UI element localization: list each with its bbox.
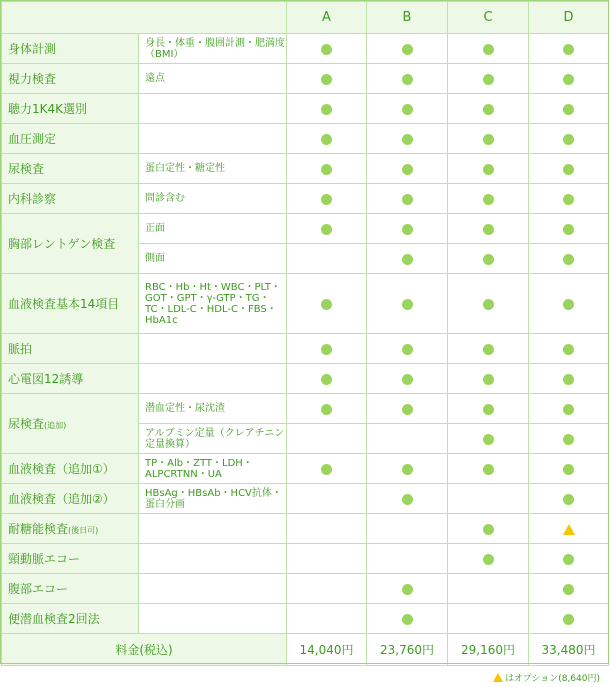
included-dot-icon bbox=[483, 224, 494, 235]
mark-cell-b bbox=[367, 334, 448, 364]
mark-cell-d bbox=[529, 394, 609, 424]
mark-cell-a bbox=[287, 454, 367, 484]
included-dot-icon bbox=[563, 224, 574, 235]
mark-cell-b bbox=[367, 94, 448, 124]
mark-cell-a bbox=[287, 244, 367, 274]
mark-cell-b bbox=[367, 394, 448, 424]
mark-cell-d bbox=[529, 514, 609, 544]
mark-cell-a bbox=[287, 514, 367, 544]
column-header-c: C bbox=[448, 2, 529, 34]
test-name bbox=[2, 394, 139, 454]
included-dot-icon bbox=[402, 344, 413, 355]
test-name-label: 血液検査（追加①） bbox=[8, 462, 115, 476]
mark-cell-d bbox=[529, 424, 609, 454]
included-dot-icon bbox=[321, 164, 332, 175]
mark-cell-b bbox=[367, 364, 448, 394]
table-row bbox=[2, 184, 609, 214]
health-checkup-table bbox=[1, 1, 609, 666]
test-detail bbox=[139, 574, 287, 604]
mark-cell-b bbox=[367, 184, 448, 214]
included-dot-icon bbox=[402, 404, 413, 415]
included-dot-icon bbox=[483, 434, 494, 445]
table-row bbox=[2, 484, 609, 514]
included-dot-icon bbox=[402, 464, 413, 475]
mark-cell-d bbox=[529, 484, 609, 514]
mark-cell-b bbox=[367, 484, 448, 514]
price-label: 料金(税込) bbox=[2, 634, 287, 666]
mark-cell-a bbox=[287, 214, 367, 244]
included-dot-icon bbox=[483, 374, 494, 385]
mark-cell-c bbox=[448, 454, 529, 484]
footnote bbox=[493, 671, 600, 684]
mark-cell-a bbox=[287, 34, 367, 64]
test-name bbox=[2, 604, 139, 634]
table-row bbox=[2, 64, 609, 94]
included-dot-icon bbox=[563, 344, 574, 355]
included-dot-icon bbox=[483, 194, 494, 205]
included-dot-icon bbox=[563, 614, 574, 625]
mark-cell-b bbox=[367, 154, 448, 184]
mark-cell-b bbox=[367, 424, 448, 454]
included-dot-icon bbox=[402, 164, 413, 175]
mark-cell-b bbox=[367, 244, 448, 274]
included-dot-icon bbox=[321, 134, 332, 145]
mark-cell-d bbox=[529, 214, 609, 244]
table-row bbox=[2, 574, 609, 604]
test-detail bbox=[139, 334, 287, 364]
mark-cell-b bbox=[367, 604, 448, 634]
included-dot-icon bbox=[483, 299, 494, 310]
test-name bbox=[2, 64, 139, 94]
included-dot-icon bbox=[321, 194, 332, 205]
table-row bbox=[2, 364, 609, 394]
test-detail: アルブミン定量（クレアチニン定量換算） bbox=[139, 424, 287, 454]
test-detail: 遠点 bbox=[139, 64, 287, 94]
column-header-a: A bbox=[287, 2, 367, 34]
test-detail: 側面 bbox=[139, 244, 287, 274]
table-row bbox=[2, 394, 609, 424]
included-dot-icon bbox=[563, 404, 574, 415]
test-name-label: 聴力1K4K選別 bbox=[8, 102, 88, 116]
mark-cell-a bbox=[287, 94, 367, 124]
mark-cell-d bbox=[529, 364, 609, 394]
included-dot-icon bbox=[402, 104, 413, 115]
included-dot-icon bbox=[563, 554, 574, 565]
included-dot-icon bbox=[402, 224, 413, 235]
price-a: 14,040円 bbox=[287, 634, 367, 666]
test-name-label: 血液検査（追加②） bbox=[8, 492, 115, 506]
test-detail: 正面 bbox=[139, 214, 287, 244]
table-row bbox=[2, 154, 609, 184]
mark-cell-b bbox=[367, 574, 448, 604]
table-row bbox=[2, 124, 609, 154]
included-dot-icon bbox=[321, 344, 332, 355]
mark-cell-a bbox=[287, 604, 367, 634]
included-dot-icon bbox=[563, 104, 574, 115]
test-name-label: 腹部エコー bbox=[8, 582, 69, 596]
table-row bbox=[2, 454, 609, 484]
test-name bbox=[2, 184, 139, 214]
test-detail bbox=[139, 124, 287, 154]
included-dot-icon bbox=[483, 164, 494, 175]
mark-cell-c bbox=[448, 64, 529, 94]
test-name-label: 身体計測 bbox=[8, 42, 57, 56]
included-dot-icon bbox=[563, 434, 574, 445]
mark-cell-a bbox=[287, 124, 367, 154]
column-header-b: B bbox=[367, 2, 448, 34]
test-name-label: 尿検査 bbox=[8, 417, 45, 431]
mark-cell-b bbox=[367, 544, 448, 574]
test-name-label: 血圧測定 bbox=[8, 132, 57, 146]
test-name-label: 尿検査 bbox=[8, 162, 45, 176]
test-name bbox=[2, 94, 139, 124]
mark-cell-d bbox=[529, 604, 609, 634]
mark-cell-d bbox=[529, 34, 609, 64]
mark-cell-d bbox=[529, 574, 609, 604]
included-dot-icon bbox=[563, 374, 574, 385]
mark-cell-c bbox=[448, 484, 529, 514]
test-name-suffix: (後日可) bbox=[68, 526, 99, 535]
included-dot-icon bbox=[563, 254, 574, 265]
mark-cell-d bbox=[529, 64, 609, 94]
included-dot-icon bbox=[402, 74, 413, 85]
mark-cell-b bbox=[367, 124, 448, 154]
mark-cell-b bbox=[367, 64, 448, 94]
column-header-d: D bbox=[529, 2, 609, 34]
mark-cell-c bbox=[448, 214, 529, 244]
test-detail: 潜血定性・尿沈渣 bbox=[139, 394, 287, 424]
included-dot-icon bbox=[321, 224, 332, 235]
mark-cell-c bbox=[448, 394, 529, 424]
header-row bbox=[2, 2, 609, 34]
test-name bbox=[2, 454, 139, 484]
included-dot-icon bbox=[483, 524, 494, 535]
included-dot-icon bbox=[483, 344, 494, 355]
mark-cell-c bbox=[448, 124, 529, 154]
test-name-label: 内科診察 bbox=[8, 192, 57, 206]
included-dot-icon bbox=[402, 44, 413, 55]
included-dot-icon bbox=[563, 299, 574, 310]
mark-cell-a bbox=[287, 154, 367, 184]
test-name bbox=[2, 514, 139, 544]
test-name-suffix: (追加) bbox=[44, 421, 67, 430]
test-detail: 蛋白定性・糖定性 bbox=[139, 154, 287, 184]
header-corner bbox=[2, 2, 287, 34]
included-dot-icon bbox=[483, 464, 494, 475]
test-detail: HBsAg・HBsAb・HCV抗体・蛋白分画 bbox=[139, 484, 287, 514]
mark-cell-d bbox=[529, 544, 609, 574]
included-dot-icon bbox=[321, 74, 332, 85]
included-dot-icon bbox=[563, 164, 574, 175]
mark-cell-b bbox=[367, 34, 448, 64]
included-dot-icon bbox=[321, 374, 332, 385]
mark-cell-b bbox=[367, 514, 448, 544]
included-dot-icon bbox=[402, 584, 413, 595]
test-name bbox=[2, 544, 139, 574]
included-dot-icon bbox=[483, 44, 494, 55]
test-detail bbox=[139, 364, 287, 394]
mark-cell-c bbox=[448, 364, 529, 394]
mark-cell-a bbox=[287, 64, 367, 94]
mark-cell-c bbox=[448, 244, 529, 274]
test-name bbox=[2, 154, 139, 184]
test-detail bbox=[139, 514, 287, 544]
option-triangle-icon bbox=[563, 524, 575, 535]
mark-cell-d bbox=[529, 454, 609, 484]
test-name-label: 脈拍 bbox=[8, 342, 33, 356]
mark-cell-b bbox=[367, 454, 448, 484]
table-row bbox=[2, 514, 609, 544]
included-dot-icon bbox=[563, 464, 574, 475]
test-name bbox=[2, 334, 139, 364]
test-name-label: 胸部レントゲン検査 bbox=[8, 237, 116, 251]
test-name bbox=[2, 484, 139, 514]
test-name-label: 心電図12誘導 bbox=[8, 372, 84, 386]
triangle-icon bbox=[493, 673, 503, 682]
table-row bbox=[2, 604, 609, 634]
included-dot-icon bbox=[321, 299, 332, 310]
test-detail: 問診含む bbox=[139, 184, 287, 214]
mark-cell-b bbox=[367, 214, 448, 244]
mark-cell-c bbox=[448, 574, 529, 604]
mark-cell-c bbox=[448, 424, 529, 454]
footnote-text: はオプション(8,640円) bbox=[505, 674, 600, 684]
included-dot-icon bbox=[402, 134, 413, 145]
test-name-label: 視力検査 bbox=[8, 72, 57, 86]
test-detail bbox=[139, 604, 287, 634]
price-d: 33,480円 bbox=[529, 634, 609, 666]
included-dot-icon bbox=[402, 614, 413, 625]
table-row bbox=[2, 544, 609, 574]
included-dot-icon bbox=[563, 194, 574, 205]
included-dot-icon bbox=[563, 74, 574, 85]
mark-cell-a bbox=[287, 184, 367, 214]
included-dot-icon bbox=[321, 464, 332, 475]
mark-cell-d bbox=[529, 94, 609, 124]
mark-cell-d bbox=[529, 334, 609, 364]
test-name bbox=[2, 574, 139, 604]
mark-cell-a bbox=[287, 424, 367, 454]
included-dot-icon bbox=[321, 44, 332, 55]
mark-cell-d bbox=[529, 274, 609, 334]
included-dot-icon bbox=[321, 104, 332, 115]
included-dot-icon bbox=[402, 374, 413, 385]
included-dot-icon bbox=[321, 404, 332, 415]
mark-cell-a bbox=[287, 274, 367, 334]
price-row bbox=[2, 634, 609, 666]
test-detail bbox=[139, 544, 287, 574]
included-dot-icon bbox=[563, 134, 574, 145]
included-dot-icon bbox=[563, 494, 574, 505]
test-name bbox=[2, 364, 139, 394]
mark-cell-c bbox=[448, 94, 529, 124]
test-name bbox=[2, 274, 139, 334]
included-dot-icon bbox=[402, 194, 413, 205]
test-name-label: 血液検査基本14項目 bbox=[8, 297, 120, 311]
mark-cell-a bbox=[287, 574, 367, 604]
mark-cell-a bbox=[287, 484, 367, 514]
mark-cell-a bbox=[287, 544, 367, 574]
included-dot-icon bbox=[483, 404, 494, 415]
included-dot-icon bbox=[402, 299, 413, 310]
included-dot-icon bbox=[483, 104, 494, 115]
included-dot-icon bbox=[483, 74, 494, 85]
mark-cell-a bbox=[287, 334, 367, 364]
test-name-label: 便潜血検査2回法 bbox=[8, 612, 100, 626]
included-dot-icon bbox=[402, 494, 413, 505]
included-dot-icon bbox=[402, 254, 413, 265]
mark-cell-a bbox=[287, 394, 367, 424]
mark-cell-c bbox=[448, 544, 529, 574]
test-detail: RBC・Hb・Ht・WBC・PLT・GOT・GPT・γ-GTP・TG・TC・LDL-C・HDL-C・FBS・HbA1c bbox=[139, 274, 287, 334]
test-name bbox=[2, 124, 139, 154]
included-dot-icon bbox=[483, 134, 494, 145]
mark-cell-c bbox=[448, 34, 529, 64]
test-name bbox=[2, 34, 139, 64]
table-row bbox=[2, 334, 609, 364]
mark-cell-a bbox=[287, 364, 367, 394]
test-detail bbox=[139, 94, 287, 124]
mark-cell-c bbox=[448, 154, 529, 184]
table-row bbox=[2, 94, 609, 124]
mark-cell-c bbox=[448, 184, 529, 214]
test-detail: TP・Alb・ZTT・LDH・ALPCRTNN・UA bbox=[139, 454, 287, 484]
table-row bbox=[2, 34, 609, 64]
test-detail: 身長・体重・腹囲計測・肥満度（BMI） bbox=[139, 34, 287, 64]
price-b: 23,760円 bbox=[367, 634, 448, 666]
test-name bbox=[2, 214, 139, 274]
mark-cell-b bbox=[367, 274, 448, 334]
included-dot-icon bbox=[563, 584, 574, 595]
mark-cell-c bbox=[448, 274, 529, 334]
price-c: 29,160円 bbox=[448, 634, 529, 666]
mark-cell-d bbox=[529, 244, 609, 274]
included-dot-icon bbox=[563, 44, 574, 55]
mark-cell-d bbox=[529, 154, 609, 184]
mark-cell-d bbox=[529, 124, 609, 154]
mark-cell-c bbox=[448, 514, 529, 544]
table-row bbox=[2, 274, 609, 334]
included-dot-icon bbox=[483, 554, 494, 565]
test-name-label: 頸動脈エコー bbox=[8, 552, 81, 566]
table-row bbox=[2, 214, 609, 244]
mark-cell-d bbox=[529, 184, 609, 214]
included-dot-icon bbox=[483, 254, 494, 265]
mark-cell-c bbox=[448, 334, 529, 364]
mark-cell-c bbox=[448, 604, 529, 634]
test-name-label: 耐糖能検査 bbox=[8, 522, 69, 536]
